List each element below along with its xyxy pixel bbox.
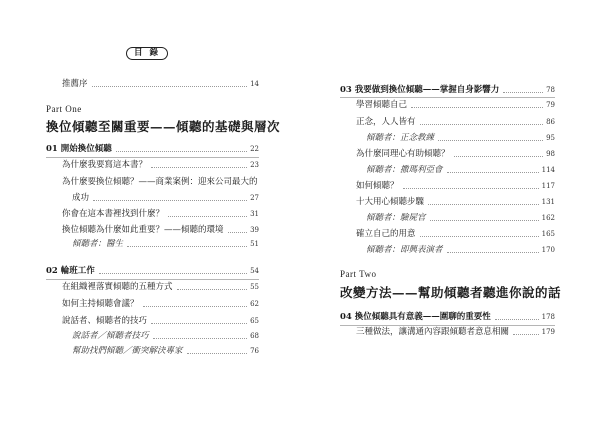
- leader-dots: [403, 188, 539, 189]
- entry-title: 十大用心傾聽步驟: [356, 197, 425, 207]
- entry-page: 68: [250, 332, 259, 340]
- toc-entry[interactable]: [62, 282, 259, 293]
- entry-page: 95: [546, 134, 555, 142]
- entry-title: 傾聽者：即興表演者: [366, 245, 443, 255]
- entry-title: 確立自己的用意: [356, 229, 416, 239]
- entry-page: 117: [541, 182, 555, 190]
- entry-title: 說話者、傾聽者的技巧: [62, 316, 148, 326]
- leader-dots: [430, 220, 539, 221]
- toc-entry[interactable]: [356, 149, 555, 160]
- entry-title: 傾聽者：醫生: [72, 239, 124, 249]
- toc-entry-ch02[interactable]: [46, 266, 259, 277]
- leader-dots: [143, 306, 248, 307]
- toc-entry[interactable]: [356, 327, 555, 338]
- entry-title: 01 開始換位傾聽: [46, 144, 112, 154]
- entry-title: 幫助找們傾聽／衝突解決專家: [72, 346, 183, 356]
- part-two-label: Part Two: [340, 269, 377, 279]
- leader-dots: [411, 107, 543, 108]
- toc-entry[interactable]: [356, 229, 555, 240]
- toc-entry-ch03[interactable]: [340, 85, 555, 96]
- entry-title: 如何傾聽？: [356, 181, 399, 191]
- leader-dots: [151, 167, 247, 168]
- entry-page: 62: [250, 300, 259, 308]
- toc-entry[interactable]: [62, 225, 259, 236]
- leader-dots: [447, 252, 539, 253]
- toc-entry-preface[interactable]: [62, 79, 259, 90]
- toc-entry[interactable]: [62, 160, 259, 171]
- entry-title: 為什麼要換位傾聽？——商業案例：迎來公司最大的: [62, 177, 258, 187]
- leader-dots: [177, 289, 248, 290]
- toc-entry-ch01[interactable]: [46, 144, 259, 155]
- entry-title: 如何主持傾聽會議？: [62, 299, 139, 309]
- entry-page: 170: [541, 246, 555, 254]
- entry-page: 22: [250, 145, 259, 153]
- entry-page: 78: [546, 86, 555, 94]
- leader-dots: [447, 172, 539, 173]
- toc-entry[interactable]: [62, 177, 259, 188]
- entry-title: 在組織裡落實傾聽的五種方式: [62, 282, 173, 292]
- entry-page: 27: [250, 194, 259, 202]
- leader-dots: [428, 204, 539, 205]
- chapter-rule: [46, 157, 259, 158]
- entry-page: 23: [250, 161, 259, 169]
- entry-title: 成功: [72, 193, 90, 203]
- leader-dots: [99, 273, 247, 274]
- entry-page: 51: [250, 240, 259, 248]
- entry-page: 179: [541, 328, 555, 336]
- entry-title: 02 輪班工作: [46, 266, 95, 276]
- toc-entry[interactable]: [356, 100, 555, 111]
- entry-page: 165: [541, 230, 555, 238]
- entry-page: 131: [541, 198, 555, 206]
- leader-dots: [438, 140, 543, 141]
- entry-page: 86: [546, 118, 555, 126]
- chapter-rule: [340, 325, 555, 326]
- entry-page: 76: [250, 347, 259, 355]
- chapter-rule: [46, 279, 259, 280]
- toc-entry[interactable]: [366, 165, 555, 176]
- leader-dots: [503, 92, 543, 93]
- entry-page: 79: [546, 101, 555, 109]
- entry-page: 162: [541, 214, 555, 222]
- leader-dots: [153, 338, 248, 339]
- toc-entry[interactable]: [62, 209, 259, 220]
- toc-entry[interactable]: [356, 117, 555, 128]
- entry-title: 正念，人人皆有: [356, 117, 416, 127]
- entry-page: 178: [541, 313, 555, 321]
- entry-title: 學習傾聽自己: [356, 100, 408, 110]
- entry-title: 說話者／傾聽者技巧: [72, 331, 149, 341]
- toc-entry[interactable]: [72, 331, 259, 342]
- entry-page: 31: [250, 210, 259, 218]
- leader-dots: [151, 323, 247, 324]
- entry-title: 傾聽者：正念教練: [366, 133, 435, 143]
- entry-page: 65: [250, 317, 259, 325]
- entry-page: 55: [250, 283, 259, 291]
- entry-page: 14: [250, 80, 259, 88]
- entry-title: 傾聽者：撒瑪利亞會: [366, 165, 443, 175]
- toc-entry[interactable]: [366, 213, 555, 224]
- entry-title: 為什麼同理心有助傾聽？: [356, 149, 450, 159]
- entry-title: 04 換位傾聽具有意義——圍聊的重要性: [340, 312, 491, 322]
- entry-title: 推薦序: [62, 79, 88, 89]
- part-one-label: Part One: [46, 104, 82, 114]
- leader-dots: [228, 232, 248, 233]
- toc-entry[interactable]: [366, 133, 555, 144]
- leader-dots: [454, 156, 544, 157]
- leader-dots: [127, 246, 247, 247]
- chapter-rule: [340, 97, 555, 98]
- leader-dots: [495, 319, 539, 320]
- entry-title: 03 我要做到換位傾聽——掌握自身影響力: [340, 85, 500, 95]
- toc-entry[interactable]: [356, 181, 555, 192]
- leader-dots: [513, 334, 539, 335]
- toc-entry-ch04[interactable]: [340, 312, 555, 323]
- leader-dots: [420, 124, 544, 125]
- entry-page: 114: [541, 166, 555, 174]
- part-one-title: 換位傾聽至關重要——傾聽的基礎與層次: [46, 119, 281, 134]
- right-page: [300, 0, 600, 421]
- leader-dots: [168, 216, 247, 217]
- entry-page: 39: [250, 226, 259, 234]
- leader-dots: [420, 236, 539, 237]
- toc-entry[interactable]: [72, 193, 259, 204]
- toc-entry[interactable]: [72, 346, 259, 357]
- entry-title: 你會在這本書裡找到什麼？: [62, 209, 165, 219]
- entry-title: 三種做法，讓溝通內容跟傾聽者意息相關: [356, 327, 510, 337]
- toc-entry[interactable]: [62, 316, 259, 327]
- entry-title: 傾聽者：驗屍官: [366, 213, 426, 223]
- entry-page: 54: [250, 267, 259, 275]
- part-two-title: 改變方法——幫助傾聽者聽進你說的話: [340, 285, 562, 300]
- leader-dots: [93, 200, 247, 201]
- entry-title: 換位傾聽為什麼如此重要？——傾聽的環境: [62, 225, 224, 235]
- leader-dots: [187, 353, 248, 354]
- leader-dots: [116, 151, 247, 152]
- toc-entry[interactable]: [62, 299, 259, 310]
- toc-entry[interactable]: [72, 239, 259, 250]
- entry-page: 98: [546, 150, 555, 158]
- leader-dots: [92, 86, 248, 87]
- toc-entry[interactable]: [356, 197, 555, 208]
- toc-badge: 目 錄: [126, 47, 168, 60]
- entry-title: 為什麼我要寫這本書？: [62, 160, 148, 170]
- toc-entry[interactable]: [366, 245, 555, 256]
